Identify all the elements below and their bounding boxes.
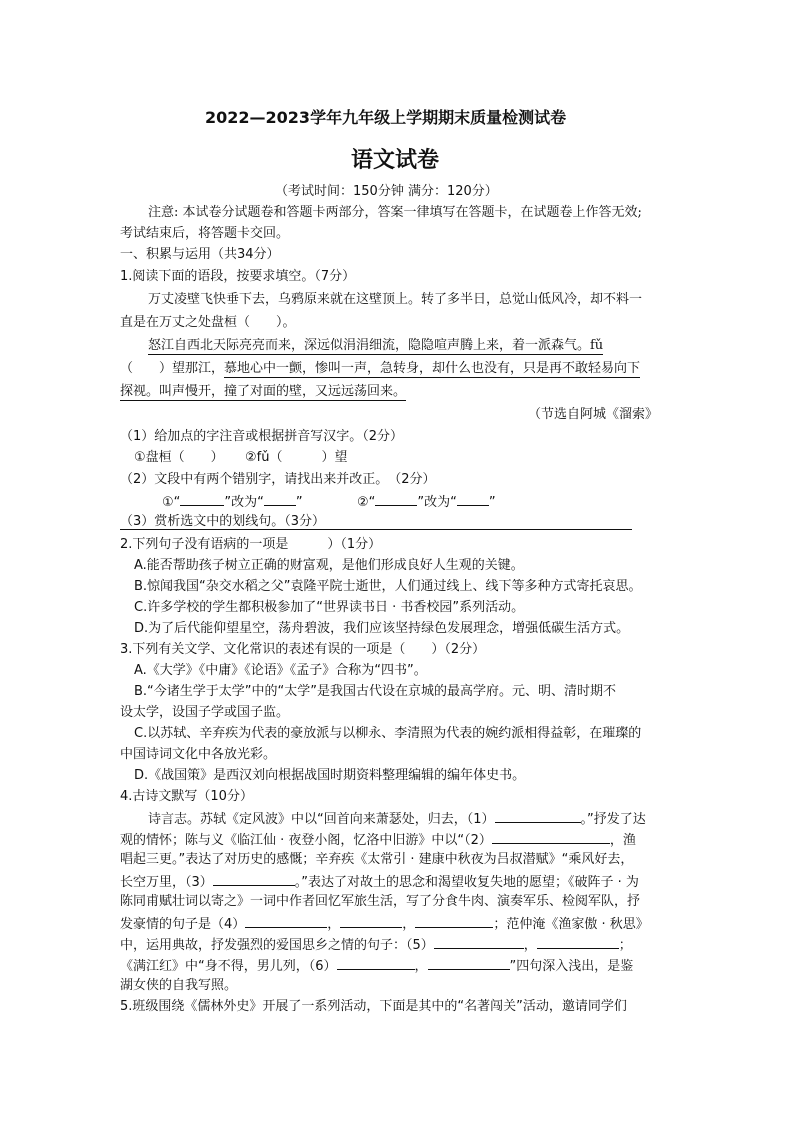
section-title: 一、积累与运用（共34分） xyxy=(120,247,280,262)
option-c: C.许多学校的学生都积极参加了“世界读书日 · 书香校园”系列活动。 xyxy=(134,600,525,615)
question-4-stem: 4.古诗文默写（10分） xyxy=(120,789,253,804)
passage-line-underlined xyxy=(148,336,603,356)
text: ”四句深入浅出，是鉴 xyxy=(509,959,634,974)
answer-line[interactable] xyxy=(120,529,632,530)
subquestion-1-item-a: ①盘桓（ ） xyxy=(134,450,224,465)
text: ” xyxy=(295,495,303,510)
text: ， xyxy=(414,959,428,974)
poem-line: 陈同甫赋壮词以寄之》一词中作者回忆军旅生活，写了分食牛肉、演奏军乐、检阅军队，抒 xyxy=(120,894,641,909)
passage-source: （节选自阿城《溜索》 xyxy=(528,407,659,422)
option-d: D.《战国策》是西汉刘向根据战国时期资料整理编辑的编年体史书。 xyxy=(134,768,526,783)
answer-blank[interactable] xyxy=(245,913,327,928)
underlined-sentence: 怒江自西北天际亮亮而来，深远似涓涓细流，隐隐喧声腾上来，着一派森气。fǔ xyxy=(148,338,604,353)
passage-line: 直是在万丈之处盘桓（ ）。 xyxy=(120,315,296,330)
question-3-stem: 3.下列有关文学、文化常识的表述有误的一项是（ ）（2分） xyxy=(120,642,486,657)
underlined-sentence: 探视。叫声慢开，撞了对面的壁，又远远荡回来。 xyxy=(120,384,407,399)
question-2-stem: 2.下列句子没有语病的一项是 ）（1分） xyxy=(120,537,382,552)
answer-blank[interactable] xyxy=(415,913,493,928)
notice-line-2: 考试结束后，将答题卡交回。 xyxy=(120,226,290,241)
option-b: B.“今诸生学于太学”中的“太学”是我国古代设在京城的最高学府。元、明、清时期不 xyxy=(134,684,616,699)
option-b-cont: 设太学，设国子学或国子监。 xyxy=(120,705,290,720)
text: 。”表达了对故土的思念和渴望收复失地的愿望；《破阵子 · 为 xyxy=(294,875,639,890)
text: ” xyxy=(488,495,496,510)
text: 发豪情的句子是（4） xyxy=(120,917,246,932)
text: 中，运用典故，抒发强烈的爱国思乡之情的句子：（5） xyxy=(120,938,434,953)
subquestion-3: （3）赏析选文中的划线句。（3分） xyxy=(120,514,326,529)
poem-line xyxy=(120,955,633,977)
exam-title: 2022—2023学年九年级上学期期末质量检测试卷 xyxy=(205,108,567,127)
subquestion-1: （1）给加点的字注音或根据拼音写汉字。（2分） xyxy=(120,429,404,444)
text: 长空万里，（3） xyxy=(120,875,213,890)
correction-row-2 xyxy=(357,491,496,513)
subject-title: 语文试卷 xyxy=(351,147,440,173)
poem-line xyxy=(120,913,649,935)
text: ， xyxy=(327,917,341,932)
subquestion-2: （2）文段中有两个错别字，请找出来并改正。 （2分） xyxy=(120,472,436,487)
poem-line xyxy=(120,871,639,893)
answer-blank[interactable] xyxy=(495,808,581,823)
text: 诗言志。苏轼《定风波》中以“回首向来萧瑟处，归去，（1） xyxy=(148,812,495,827)
text: 。”抒发了达 xyxy=(580,812,646,827)
text: ， xyxy=(523,938,537,953)
text: 观的情怀；陈与义《临江仙 · 夜登小阁，忆洛中旧游》中以“（2） xyxy=(120,833,492,848)
answer-blank[interactable] xyxy=(340,913,402,928)
answer-blank[interactable] xyxy=(492,829,610,844)
text: ，渔 xyxy=(609,833,636,848)
answer-blank[interactable] xyxy=(213,871,295,886)
answer-blank[interactable] xyxy=(180,491,224,506)
text: ”改为“ xyxy=(224,495,264,510)
correction-row-1 xyxy=(162,491,303,513)
poem-line xyxy=(120,934,632,956)
poem-line: 唱起三更。”表达了对历史的感慨；辛弃疾《太常引 · 建康中秋夜为吕叔潜赋》“乘风好去， xyxy=(120,852,634,867)
text: ；范仲淹《渔家傲 · 秋思》 xyxy=(493,917,649,932)
option-a: A.能否帮助孩子树立正确的财富观，是他们形成良好人生观的关键。 xyxy=(134,558,524,573)
option-b: B.惊闻我国“杂交水稻之父”袁隆平院士逝世，人们通过线上、线下等多种方式寄托哀思。 xyxy=(134,579,642,594)
passage-line xyxy=(120,359,640,379)
answer-blank[interactable] xyxy=(337,955,415,970)
underlined-sentence: 慕地心中一颤，惨叫一声，急转身，却什么也没有，只是再不敢轻易向下 xyxy=(224,361,641,376)
subquestion-1-item-b: ②fǔ（ ）望 xyxy=(245,450,348,465)
text: ； xyxy=(618,938,632,953)
option-c-cont: 中国诗词文化中各放光彩。 xyxy=(120,747,277,762)
notice-line-1: 注意: 本试卷分试题卷和答题卡两部分，答案一律填写在答题卡，在试题卷上作答无效; xyxy=(148,205,642,220)
answer-blank[interactable] xyxy=(434,934,524,949)
option-d: D.为了后代能仰望星空，荡舟碧波，我们应该坚持绿色发展理念，增强低碳生活方式。 xyxy=(134,621,630,636)
exam-info: （考试时间：150分钟 满分：120分） xyxy=(275,184,498,199)
passage-line-underlined xyxy=(120,382,406,402)
option-a: A.《大学》《中庸》《论语》《孟子》合称为“四书”。 xyxy=(134,663,427,678)
answer-blank[interactable] xyxy=(457,491,489,506)
text: 《满江红》中“身不得，男儿列，（6） xyxy=(120,959,337,974)
option-c: C.以苏轼、辛弃疾为代表的豪放派与以柳永、李清照为代表的婉约派相得益彰，在璀璨的 xyxy=(134,726,642,741)
text: ①“ xyxy=(162,495,181,510)
poem-line xyxy=(120,829,636,851)
answer-blank[interactable] xyxy=(428,955,510,970)
poem-line: 湖女侠的自我写照。 xyxy=(120,978,238,993)
question-5-stem: 5.班级围绕《儒林外史》开展了一系列活动，下面是其中的“名著闯关”活动，邀请同学们 xyxy=(120,999,627,1014)
question-1-stem: 1.阅读下面的语段，按要求填空。（7分） xyxy=(120,269,356,284)
text: ”改为“ xyxy=(417,495,457,510)
poem-line xyxy=(148,808,646,830)
text: ②“ xyxy=(357,495,376,510)
answer-blank[interactable] xyxy=(375,491,417,506)
text: ， xyxy=(402,917,416,932)
passage-line: 万丈凌壁飞快垂下去，乌鸦原来就在这壁顶上。转了多半日，总觉山低风冷，却不料一 xyxy=(148,292,643,307)
answer-blank[interactable] xyxy=(537,934,619,949)
answer-blank[interactable] xyxy=(264,491,296,506)
passage-text: （ ）望那江， xyxy=(120,361,225,376)
